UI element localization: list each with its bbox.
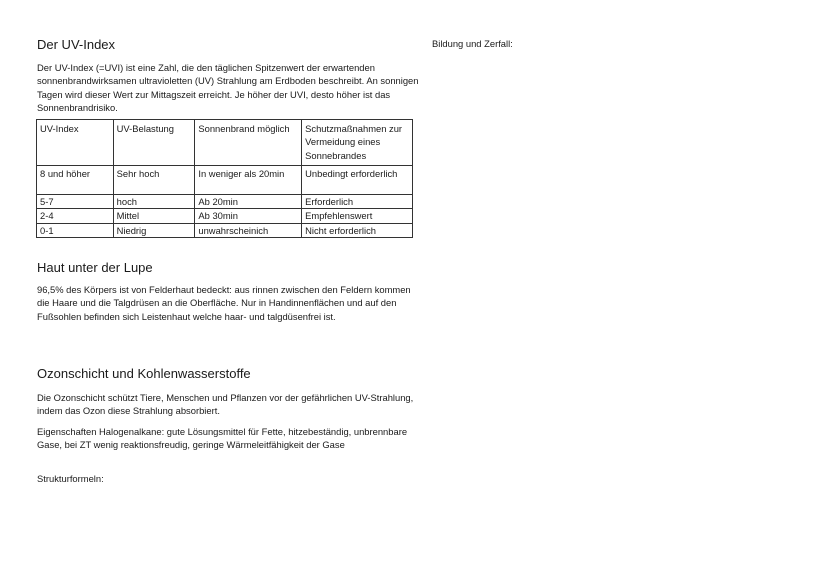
- table-row: [37, 166, 413, 195]
- uv-index-paragraph: Der UV-Index (=UVI) ist eine Zahl, die den täglichen Spitzenwert der erwartenden sonnenbrandwirksamen ultravioletten (UV) Strahlung am Erdboden beschreibt. An sonnigen Tagen wird dieser Wert zur Mittagszeit erreicht. Je höher der UVI, desto höher ist das Sonnenbrandrisiko.: [37, 62, 419, 113]
- ozonschicht-paragraph: Die Ozonschicht schützt Tiere, Menschen und Pflanzen vor der gefährlichen UV-Strahlung, indem das Ozon diese Strahlung absorbiert.: [37, 392, 414, 417]
- table-cell: Ab 30min: [195, 209, 302, 223]
- table-cell: unwahrscheinich: [195, 223, 302, 237]
- table-cell: Nicht erforderlich: [302, 223, 413, 237]
- table-cell: Empfehlenswert: [302, 209, 413, 223]
- table-cell: Erforderlich: [302, 195, 413, 209]
- table-cell: 0-1: [37, 223, 114, 237]
- table-cell: hoch: [113, 195, 195, 209]
- halogenalkane-paragraph: Eigenschaften Halogenalkane: gute Lösungsmittel für Fette, hitzebeständig, unbrennbare Gase, bei ZT wenig reaktionsfreudig, geringe Wärmeleitfähigkeit der Gase: [37, 426, 408, 451]
- haut-lupe-heading: Haut unter der Lupe: [37, 260, 153, 275]
- table-cell: Niedrig: [113, 223, 195, 237]
- table-header-row: [37, 120, 413, 166]
- table-row: [37, 209, 413, 223]
- header-cell-uv-index: UV-Index: [37, 120, 114, 166]
- table-cell: 2-4: [37, 209, 114, 223]
- strukturformeln-label: Strukturformeln:: [37, 473, 104, 484]
- haut-lupe-paragraph: 96,5% des Körpers ist von Felderhaut bedeckt: aus rinnen zwischen den Feldern kommen die Haare und die Talgdrüsen an die Oberfläche. Nur in Handinnenflächen und auf den Fußsohlen befinden sich Leistenhaut welche haar- und talgdüsenfrei ist.: [37, 284, 411, 322]
- ozonschicht-heading: Ozonschicht und Kohlenwasserstoffe: [37, 366, 251, 381]
- table-cell: 8 und höher: [37, 166, 114, 195]
- bildung-zerfall-label: Bildung und Zerfall:: [432, 38, 513, 49]
- table-cell: In weniger als 20min: [195, 166, 302, 195]
- table-cell: Sehr hoch: [113, 166, 195, 195]
- table-cell: 5-7: [37, 195, 114, 209]
- table-cell: Mittel: [113, 209, 195, 223]
- header-cell-schutzmassnahmen: Schutzmaßnahmen zur Vermeidung eines Sonnebrandes: [302, 120, 413, 166]
- uv-index-table: [36, 119, 413, 238]
- table-cell: Ab 20min: [195, 195, 302, 209]
- header-cell-uv-belastung: UV-Belastung: [113, 120, 195, 166]
- table-row: [37, 223, 413, 237]
- header-cell-sonnenbrand: Sonnenbrand möglich: [195, 120, 302, 166]
- table-cell: Unbedingt erforderlich: [302, 166, 413, 195]
- uv-index-heading: Der UV-Index: [37, 37, 116, 52]
- table-row: [37, 195, 413, 209]
